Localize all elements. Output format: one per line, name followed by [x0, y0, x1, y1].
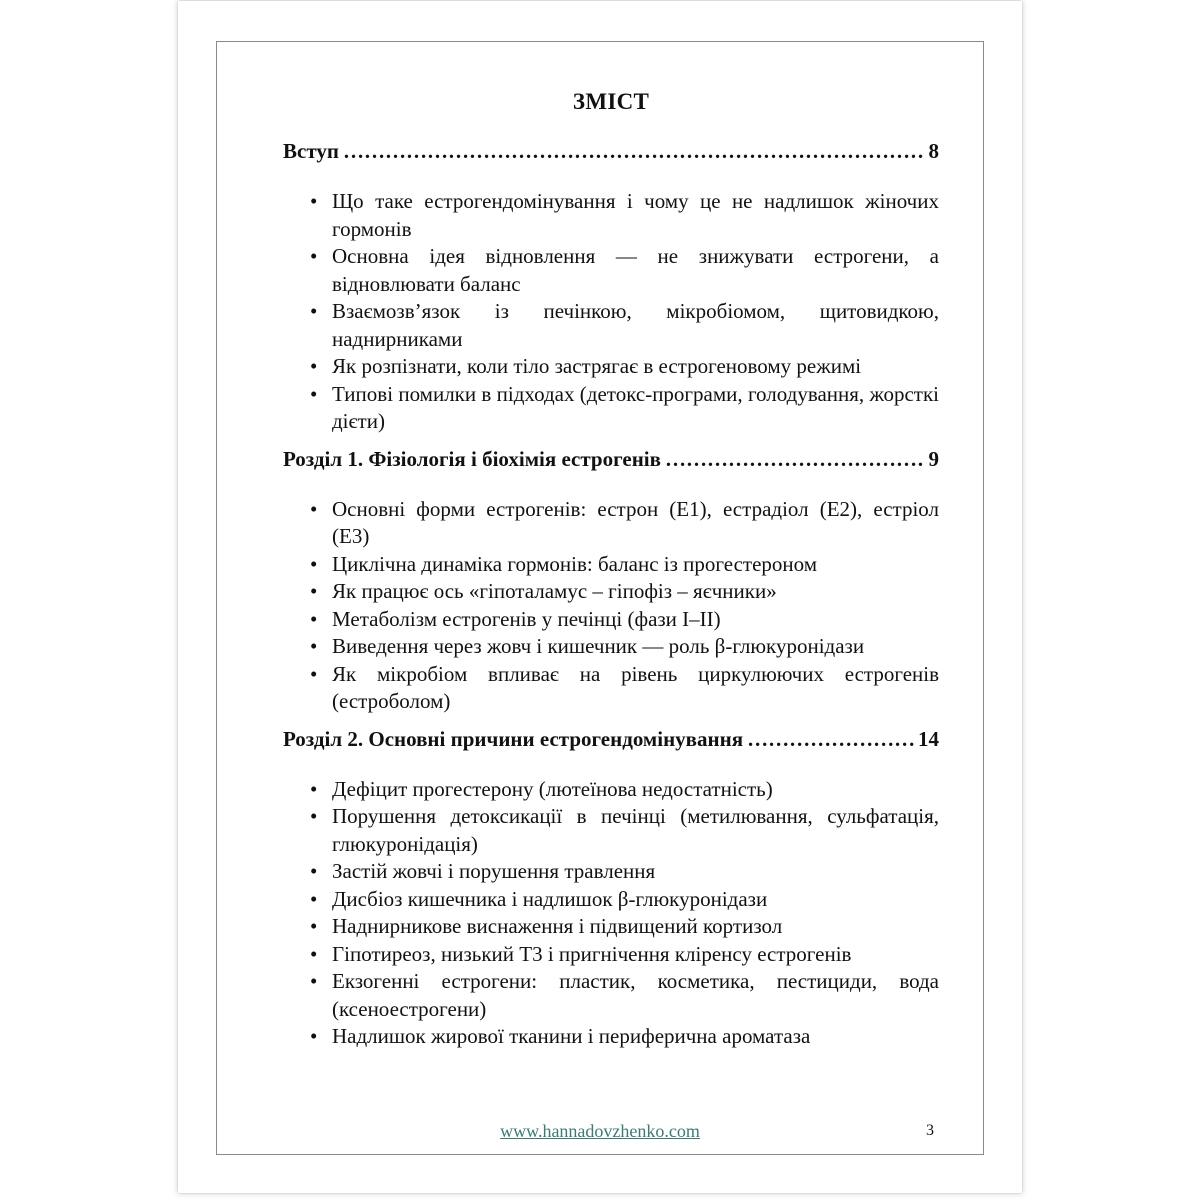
- toc-subitems-section-2: [283, 776, 939, 1051]
- list-item: • Застій жовчі і порушення травлення: [283, 858, 939, 886]
- list-item: • Як розпізнати, коли тіло застрягає в естрогеновому режимі: [283, 353, 939, 381]
- toc-entry-section-2: [283, 726, 939, 752]
- list-item: • Дисбіоз кишечника і надлишок β-глюкуронідази: [283, 886, 939, 914]
- list-item: • Надлишок жирової тканини і периферична ароматаза: [283, 1023, 939, 1051]
- list-item: • Як працює ось «гіпоталамус – гіпофіз – яєчники»: [283, 578, 939, 606]
- toc-entry-title: Розділ 1. Фізіологія і біохімія естрогенів: [283, 446, 661, 471]
- list-item: • Дефіцит прогестерону (лютеїнова недостатність): [283, 776, 939, 804]
- table-of-contents: [283, 88, 939, 1051]
- website-link[interactable]: www.hannadovzhenko.com: [500, 1121, 700, 1141]
- list-item: • Основна ідея відновлення — не знижувати естрогени, а відновлювати баланс: [283, 243, 939, 298]
- list-item: • Виведення через жовч і кишечник — роль β-глюкуронідази: [283, 633, 939, 661]
- dot-leader: [343, 138, 925, 164]
- toc-subitems-section-1: [283, 496, 939, 716]
- list-item: • Екзогенні естрогени: пластик, косметика, пестициди, вода (ксеноестрогени): [283, 968, 939, 1023]
- list-item: • Гіпотиреоз, низький Т3 і пригнічення кліренсу естрогенів: [283, 941, 939, 969]
- list-item: • Типові помилки в підходах (детокс-програми, голодування, жорсткі дієти): [283, 381, 939, 436]
- list-item: • Наднирникове виснаження і підвищений кортизол: [283, 913, 939, 941]
- dot-leader: [665, 446, 925, 472]
- list-item: • Як мікробіом впливає на рівень циркулюючих естрогенів (естроболом): [283, 661, 939, 716]
- page-number: 3: [926, 1122, 934, 1139]
- list-item: • Порушення детоксикації в печінці (метилювання, сульфатація, глюкуронідація): [283, 803, 939, 858]
- list-item: • Що таке естрогендомінування і чому це не надлишок жіночих гормонів: [283, 188, 939, 243]
- toc-entry-page: 9: [928, 446, 939, 471]
- list-item: • Основні форми естрогенів: естрон (Е1), естрадіол (Е2), естріол (Е3): [283, 496, 939, 551]
- list-item: • Взаємозв’язок із печінкою, мікробіомом, щитовидкою, наднирниками: [283, 298, 939, 353]
- toc-entry-title: Розділ 2. Основні причини естрогендомінування: [283, 726, 744, 751]
- toc-entry-page: 8: [928, 139, 939, 163]
- page-title: ЗМІСТ: [572, 89, 650, 114]
- toc-entry-section-1: [283, 446, 939, 472]
- toc-entry-title: Вступ: [283, 139, 339, 163]
- list-item: • Метаболізм естрогенів у печінці (фази I–II): [283, 606, 939, 634]
- toc-entry-page: 14: [918, 726, 939, 751]
- toc-entry-intro: [283, 138, 939, 164]
- dot-leader: [747, 726, 914, 752]
- list-item: • Циклічна динаміка гормонів: баланс із прогестероном: [283, 551, 939, 579]
- toc-subitems-intro: [283, 188, 939, 436]
